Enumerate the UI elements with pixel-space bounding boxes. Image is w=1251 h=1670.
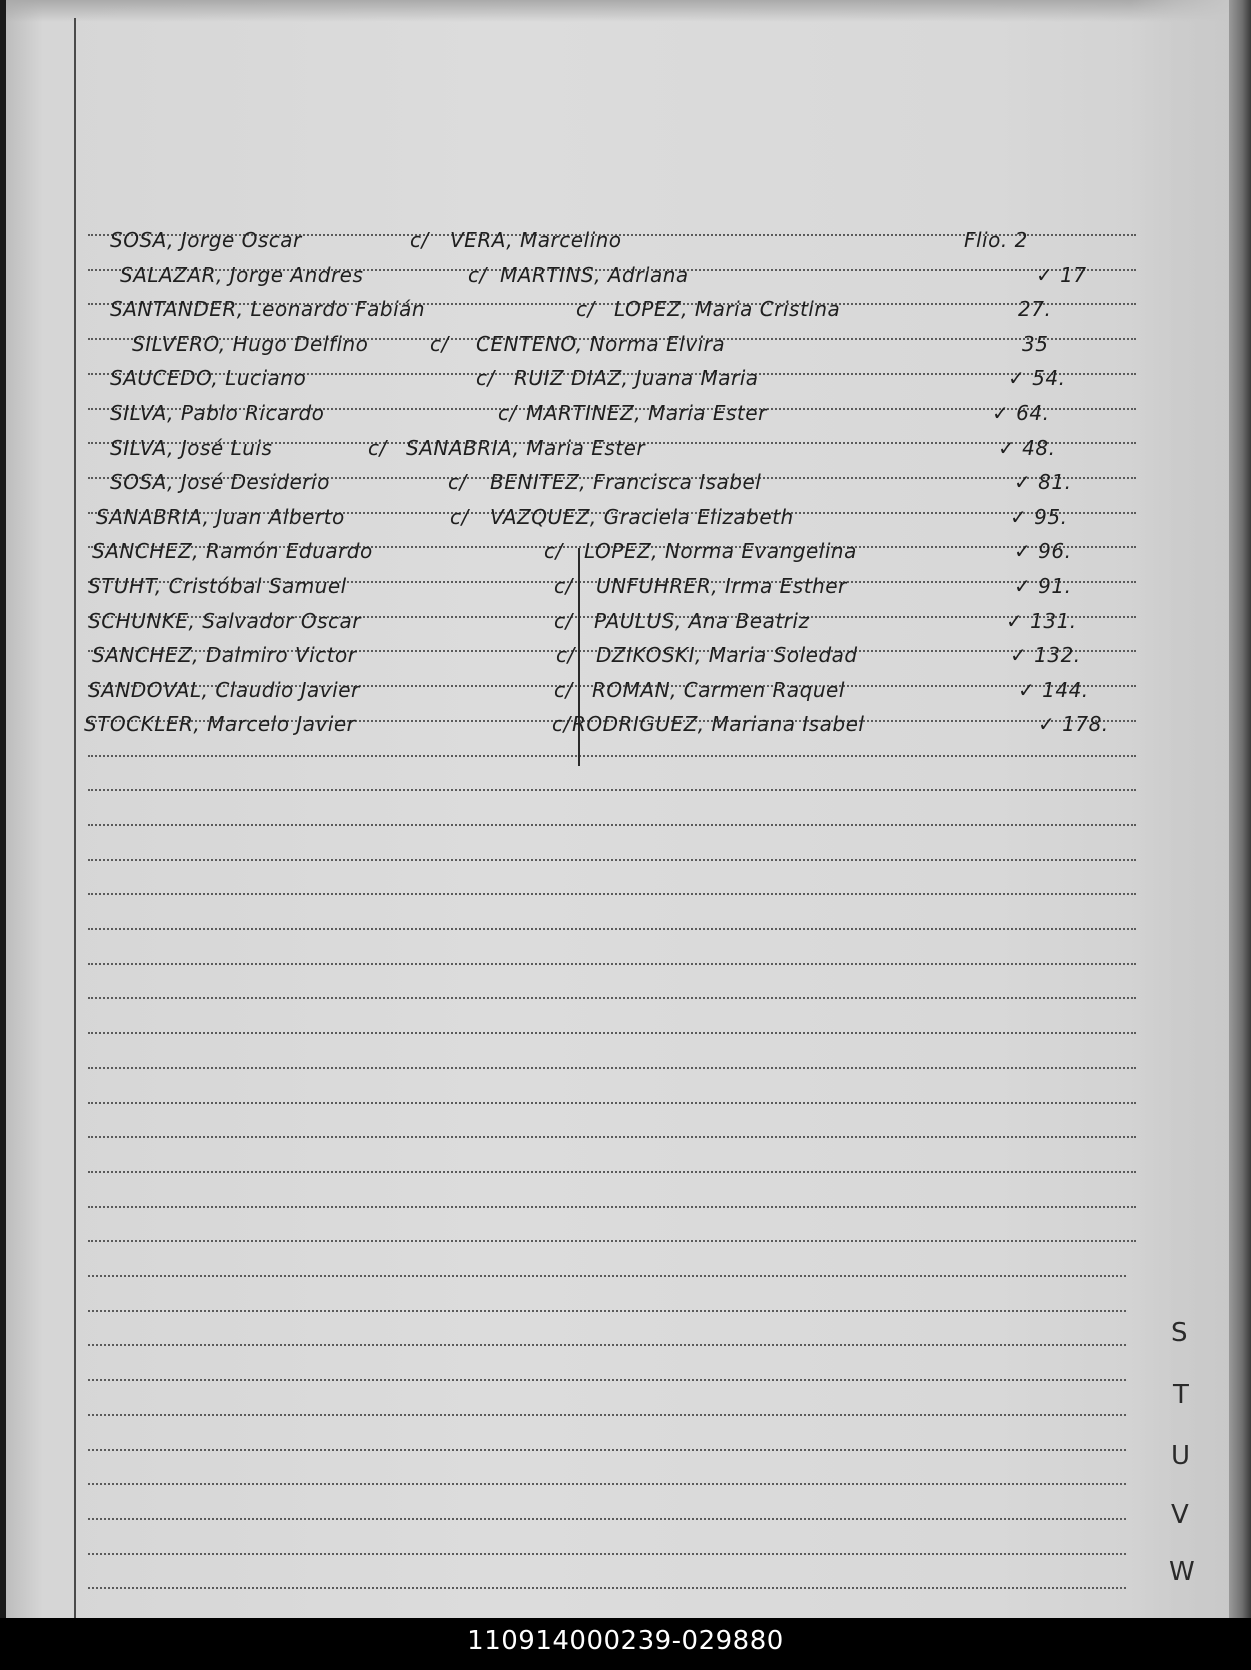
ruled-line [88, 963, 1136, 965]
husband-name: STOCKLER, Marcelo Javier [84, 712, 356, 737]
page-right-edge [1229, 0, 1251, 1618]
document-id: 110914000239-029880 [467, 1626, 784, 1656]
wife-name: CENTENO, Norma Elvira [476, 331, 726, 356]
registry-entry [6, 678, 1186, 712]
registry-entry [6, 505, 1186, 539]
registry-entry [6, 366, 1186, 400]
husband-name: SANDOVAL, Claudio Javier [88, 677, 360, 702]
husband-name: SOSA, Jorge Oscar [110, 228, 302, 252]
spouse-separator: c/ [448, 470, 467, 495]
spouse-separator: c/ [554, 677, 573, 702]
folio-number: ✓ 48. [998, 435, 1056, 460]
wife-name: VERA, Marcelino [450, 228, 622, 252]
registry-entry [6, 574, 1186, 608]
folio-number: ✓ 81. [1014, 470, 1072, 495]
folio-number: ✓ 91. [1014, 574, 1072, 598]
husband-name: SANCHEZ, Ramón Eduardo [92, 539, 373, 564]
ruled-line [88, 1032, 1136, 1034]
registry-entry [6, 332, 1186, 366]
spouse-separator: c/ [544, 539, 563, 564]
ruled-line [88, 789, 1136, 791]
ruled-line [88, 1449, 1126, 1451]
ruled-line [88, 1553, 1126, 1555]
spouse-separator: c/ [476, 366, 495, 391]
folio-number: ✓ 17 [1036, 262, 1087, 287]
index-tab-letter[interactable]: V [1171, 1500, 1189, 1530]
husband-name: SILVA, José Luis [110, 435, 273, 460]
folio-number: ✓ 144. [1018, 677, 1089, 702]
registry-entry [6, 539, 1186, 573]
wife-name: MARTINS, Adriana [500, 262, 689, 287]
spouse-separator: c/ [554, 608, 573, 633]
ruled-line [88, 1379, 1126, 1381]
folio-number: Flio. 2 [964, 228, 1028, 252]
spouse-separator: c/ [576, 297, 595, 322]
spouse-separator: c/ [450, 504, 469, 529]
index-tab-letter[interactable]: S [1171, 1318, 1188, 1348]
registry-entry [6, 263, 1186, 297]
husband-name: STUHT, Cristóbal Samuel [88, 574, 347, 598]
registry-entry [6, 609, 1186, 643]
ruled-line [88, 1102, 1136, 1104]
wife-name: MARTINEZ, Maria Ester [526, 401, 767, 425]
ruled-line [88, 1240, 1136, 1242]
folio-number: 27. [1018, 297, 1052, 322]
spouse-separator: c/ [556, 643, 575, 668]
wife-name: PAULUS, Ana Beatriz [594, 608, 810, 633]
folio-number: ✓ 96. [1014, 539, 1072, 564]
husband-name: SOSA, José Desiderio [110, 470, 330, 495]
ruled-line [88, 1206, 1136, 1208]
husband-name: SALAZAR, Jorge Andres [120, 262, 364, 287]
ruled-line [88, 1310, 1126, 1312]
folio-number: ✓ 64. [992, 401, 1050, 425]
registry-entry [6, 401, 1186, 435]
ruled-line [88, 997, 1136, 999]
wife-name: RODRIGUEZ, Mariana Isabel [572, 712, 865, 737]
wife-name: DZIKOSKI, Maria Soledad [596, 643, 858, 668]
ruled-line [88, 1067, 1136, 1069]
spouse-separator: c/ [430, 331, 449, 356]
ruled-line [88, 1587, 1126, 1589]
wife-name: SANABRIA, Maria Ester [406, 435, 646, 460]
folio-number: ✓ 178. [1038, 712, 1109, 737]
husband-name: SANCHEZ, Dalmiro Victor [92, 643, 357, 668]
wife-name: ROMAN, Carmen Raquel [592, 677, 845, 702]
spouse-separator: c/ [554, 574, 573, 598]
husband-name: SANABRIA, Juan Alberto [96, 504, 345, 529]
wife-name: UNFUHRER, Irma Esther [596, 574, 847, 598]
index-tab-letter[interactable]: U [1171, 1441, 1191, 1471]
ruled-line [88, 928, 1136, 930]
wife-name: VAZQUEZ, Graciela Elizabeth [490, 504, 794, 529]
ledger-page [6, 0, 1237, 1618]
registry-entry [6, 643, 1186, 677]
index-tab-letter[interactable]: T [1173, 1380, 1189, 1410]
page-top-shadow [6, 0, 1237, 22]
registry-entry [6, 228, 1186, 262]
ruled-line [88, 1483, 1126, 1485]
husband-name: SAUCEDO, Luciano [110, 366, 307, 391]
ruled-line [88, 755, 1136, 757]
wife-name: LOPEZ, Norma Evangelina [584, 539, 857, 564]
ruled-line [88, 1344, 1126, 1346]
wife-name: BENITEZ, Francisca Isabel [490, 470, 762, 495]
registry-entry [6, 712, 1186, 746]
ruled-line [88, 1518, 1126, 1520]
ruled-line [88, 893, 1136, 895]
ruled-line [88, 1136, 1136, 1138]
ruled-line [88, 859, 1136, 861]
ruled-line [88, 1275, 1126, 1277]
spouse-separator: c/ [498, 401, 517, 425]
folio-number: ✓ 95. [1010, 504, 1068, 529]
folio-number: 35 [1022, 331, 1049, 356]
registry-entry [6, 297, 1186, 331]
registry-entry [6, 470, 1186, 504]
spouse-separator: c/ [368, 435, 387, 460]
husband-name: SILVERO, Hugo Delfino [132, 331, 369, 356]
husband-name: SCHUNKE, Salvador Oscar [88, 608, 362, 633]
folio-number: ✓ 132. [1010, 643, 1081, 668]
wife-name: RUIZ DIAZ, Juana Maria [514, 366, 759, 391]
husband-name: SANTANDER, Leonardo Fabián [110, 297, 426, 322]
spouse-separator: c/ [410, 228, 429, 252]
spouse-separator: c/ [552, 712, 571, 737]
ruled-line [88, 1171, 1136, 1173]
folio-number: ✓ 131. [1006, 608, 1077, 633]
folio-number: ✓ 54. [1008, 366, 1066, 391]
ruled-line [88, 824, 1136, 826]
index-tab-letter[interactable]: W [1169, 1557, 1195, 1587]
ruled-line [88, 1414, 1126, 1416]
husband-name: SILVA, Pablo Ricardo [110, 401, 325, 425]
wife-name: LOPEZ, Maria Cristina [614, 297, 841, 322]
registry-entry [6, 436, 1186, 470]
spouse-separator: c/ [468, 262, 487, 287]
